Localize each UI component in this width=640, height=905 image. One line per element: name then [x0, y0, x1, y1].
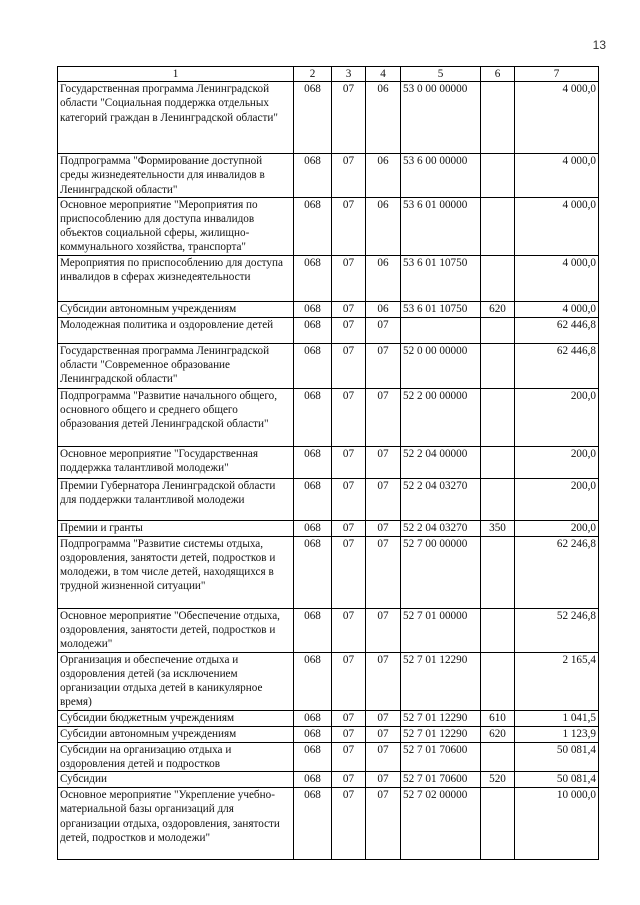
table-row	[58, 478, 599, 520]
amount: 200,0	[515, 478, 599, 520]
amount: 4 000,0	[515, 82, 599, 154]
target-item-code: 52 7 01 12290	[401, 652, 481, 710]
section-code: 07	[332, 388, 366, 446]
expense-type-code	[481, 788, 515, 860]
column-header: 7	[515, 67, 599, 82]
subsection-code: 07	[366, 536, 401, 608]
section-code: 07	[332, 536, 366, 608]
expense-type-code	[481, 652, 515, 710]
section-code: 07	[332, 446, 366, 478]
row-name: Субсидии бюджетным учреждениям	[58, 710, 294, 726]
table-row	[58, 317, 599, 343]
column-header: 3	[332, 67, 366, 82]
target-item-code: 52 7 01 70600	[401, 742, 481, 771]
table-row	[58, 772, 599, 788]
table-row	[58, 343, 599, 388]
department-code: 068	[294, 82, 332, 154]
column-header: 4	[366, 67, 401, 82]
table-row	[58, 255, 599, 301]
target-item-code: 52 7 01 12290	[401, 726, 481, 742]
table-row	[58, 82, 599, 154]
amount: 1 041,5	[515, 710, 599, 726]
department-code: 068	[294, 301, 332, 317]
row-name: Основное мероприятие "Мероприятия по приспособлению для доступа инвалидов объектов социальной сферы, жилищно-коммунального хозяйства, транспорта"	[58, 197, 294, 255]
target-item-code: 52 7 00 00000	[401, 536, 481, 608]
row-name: Подпрограмма "Развитие системы отдыха, оздоровления, занятости детей, подростков и молодежи, в том числе детей, находящихся в трудной жизненной ситуации"	[58, 536, 294, 608]
amount: 62 246,8	[515, 536, 599, 608]
expense-type-code: 620	[481, 726, 515, 742]
row-name: Молодежная политика и оздоровление детей	[58, 317, 294, 343]
expense-type-code	[481, 608, 515, 652]
expense-type-code: 520	[481, 772, 515, 788]
row-name: Субсидии	[58, 772, 294, 788]
department-code: 068	[294, 255, 332, 301]
amount: 4 000,0	[515, 154, 599, 198]
target-item-code: 52 7 01 00000	[401, 608, 481, 652]
amount: 200,0	[515, 520, 599, 536]
subsection-code: 07	[366, 788, 401, 860]
table-row	[58, 608, 599, 652]
expense-type-code	[481, 388, 515, 446]
amount: 4 000,0	[515, 197, 599, 255]
section-code: 07	[332, 788, 366, 860]
expense-type-code	[481, 197, 515, 255]
amount: 50 081,4	[515, 772, 599, 788]
department-code: 068	[294, 788, 332, 860]
row-name: Подпрограмма "Развитие начального общего, основного общего и среднего общего образования детей Ленинградской области"	[58, 388, 294, 446]
department-code: 068	[294, 536, 332, 608]
expense-type-code	[481, 343, 515, 388]
target-item-code: 53 6 00 00000	[401, 154, 481, 198]
row-name: Основное мероприятие "Обеспечение отдыха, оздоровления, занятости детей, подростков и молодежи"	[58, 608, 294, 652]
target-item-code: 52 0 00 00000	[401, 343, 481, 388]
amount: 2 165,4	[515, 652, 599, 710]
section-code: 07	[332, 772, 366, 788]
expense-type-code: 350	[481, 520, 515, 536]
target-item-code: 52 2 04 03270	[401, 520, 481, 536]
expense-type-code	[481, 478, 515, 520]
subsection-code: 07	[366, 726, 401, 742]
table-row	[58, 788, 599, 860]
section-code: 07	[332, 726, 366, 742]
department-code: 068	[294, 726, 332, 742]
department-code: 068	[294, 317, 332, 343]
table-row	[58, 197, 599, 255]
row-name: Премии Губернатора Ленинградской области для поддержки талантливой молодежи	[58, 478, 294, 520]
subsection-code: 07	[366, 652, 401, 710]
column-header: 2	[294, 67, 332, 82]
target-item-code: 52 2 04 03270	[401, 478, 481, 520]
department-code: 068	[294, 446, 332, 478]
row-name: Организация и обеспечение отдыха и оздоровления детей (за исключением организации отдыха детей в каникулярное время)	[58, 652, 294, 710]
amount: 200,0	[515, 388, 599, 446]
section-code: 07	[332, 742, 366, 771]
subsection-code: 07	[366, 317, 401, 343]
section-code: 07	[332, 710, 366, 726]
section-code: 07	[332, 608, 366, 652]
target-item-code: 52 2 04 00000	[401, 446, 481, 478]
subsection-code: 07	[366, 772, 401, 788]
department-code: 068	[294, 154, 332, 198]
subsection-code: 06	[366, 197, 401, 255]
department-code: 068	[294, 478, 332, 520]
target-item-code: 53 6 01 00000	[401, 197, 481, 255]
subsection-code: 07	[366, 520, 401, 536]
expense-type-code: 620	[481, 301, 515, 317]
expense-type-code	[481, 446, 515, 478]
department-code: 068	[294, 520, 332, 536]
subsection-code: 07	[366, 343, 401, 388]
row-name: Государственная программа Ленинградской области "Социальная поддержка отдельных категорий граждан в Ленинградской области"	[58, 82, 294, 154]
target-item-code: 53 6 01 10750	[401, 255, 481, 301]
target-item-code: 52 7 01 12290	[401, 710, 481, 726]
expense-type-code	[481, 317, 515, 343]
table-header-row	[58, 67, 599, 82]
page-number: 13	[592, 38, 606, 52]
department-code: 068	[294, 388, 332, 446]
expense-type-code	[481, 742, 515, 771]
amount: 4 000,0	[515, 301, 599, 317]
subsection-code: 07	[366, 742, 401, 771]
row-name: Основное мероприятие "Государственная поддержка талантливой молодежи"	[58, 446, 294, 478]
department-code: 068	[294, 652, 332, 710]
subsection-code: 06	[366, 301, 401, 317]
subsection-code: 07	[366, 478, 401, 520]
column-header: 5	[401, 67, 481, 82]
expense-type-code	[481, 255, 515, 301]
amount: 4 000,0	[515, 255, 599, 301]
subsection-code: 07	[366, 446, 401, 478]
department-code: 068	[294, 742, 332, 771]
department-code: 068	[294, 608, 332, 652]
budget-table	[57, 66, 599, 860]
row-name: Субсидии на организацию отдыха и оздоровления детей и подростков	[58, 742, 294, 771]
target-item-code: 52 7 02 00000	[401, 788, 481, 860]
section-code: 07	[332, 301, 366, 317]
section-code: 07	[332, 317, 366, 343]
department-code: 068	[294, 710, 332, 726]
row-name: Премии и гранты	[58, 520, 294, 536]
amount: 1 123,9	[515, 726, 599, 742]
table-row	[58, 742, 599, 771]
department-code: 068	[294, 197, 332, 255]
section-code: 07	[332, 154, 366, 198]
subsection-code: 06	[366, 255, 401, 301]
table-row	[58, 652, 599, 710]
subsection-code: 07	[366, 710, 401, 726]
subsection-code: 06	[366, 82, 401, 154]
expense-type-code	[481, 154, 515, 198]
amount: 52 246,8	[515, 608, 599, 652]
table-row	[58, 536, 599, 608]
row-name: Субсидии автономным учреждениям	[58, 301, 294, 317]
target-item-code: 53 6 01 10750	[401, 301, 481, 317]
department-code: 068	[294, 343, 332, 388]
row-name: Субсидии автономным учреждениям	[58, 726, 294, 742]
amount: 62 446,8	[515, 343, 599, 388]
row-name: Подпрограмма "Формирование доступной среды жизнедеятельности для инвалидов в Ленинградской области"	[58, 154, 294, 198]
subsection-code: 07	[366, 608, 401, 652]
table-row	[58, 388, 599, 446]
amount: 50 081,4	[515, 742, 599, 771]
section-code: 07	[332, 478, 366, 520]
table-row	[58, 710, 599, 726]
amount: 200,0	[515, 446, 599, 478]
expense-type-code	[481, 82, 515, 154]
target-item-code: 52 7 01 70600	[401, 772, 481, 788]
section-code: 07	[332, 343, 366, 388]
section-code: 07	[332, 82, 366, 154]
table-row	[58, 726, 599, 742]
row-name: Основное мероприятие "Укрепление учебно-материальной базы организаций для организации отдыха, оздоровления, занятости детей, подростков и молодежи"	[58, 788, 294, 860]
section-code: 07	[332, 520, 366, 536]
table-row	[58, 446, 599, 478]
row-name: Мероприятия по приспособлению для доступа инвалидов в сферах жизнедеятельности	[58, 255, 294, 301]
amount: 62 446,8	[515, 317, 599, 343]
section-code: 07	[332, 652, 366, 710]
section-code: 07	[332, 197, 366, 255]
target-item-code: 52 2 00 00000	[401, 388, 481, 446]
section-code: 07	[332, 255, 366, 301]
amount: 10 000,0	[515, 788, 599, 860]
table-row	[58, 520, 599, 536]
row-name: Государственная программа Ленинградской области "Современное образование Ленинградской области"	[58, 343, 294, 388]
table-row	[58, 301, 599, 317]
department-code: 068	[294, 772, 332, 788]
subsection-code: 06	[366, 154, 401, 198]
expense-type-code: 610	[481, 710, 515, 726]
column-header: 1	[58, 67, 294, 82]
expense-type-code	[481, 536, 515, 608]
target-item-code	[401, 317, 481, 343]
table-row	[58, 154, 599, 198]
subsection-code: 07	[366, 388, 401, 446]
column-header: 6	[481, 67, 515, 82]
target-item-code: 53 0 00 00000	[401, 82, 481, 154]
